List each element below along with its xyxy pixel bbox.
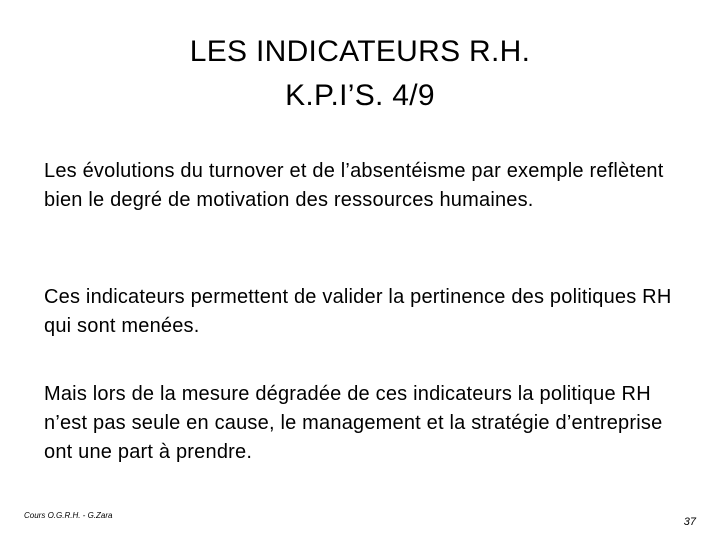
slide-title: [0, 30, 720, 118]
paragraph-turnover-absenteeism: Les évolutions du turnover et de l’absentéisme par exemple reflètent bien le degré de motivation des ressources humaines.: [44, 160, 664, 211]
slide-title-line-1: LES INDICATEURS R.H.: [189, 35, 531, 68]
slide-title-line-2: K.P.I’S. 4/9: [285, 79, 435, 112]
paragraph-validate-policies: Ces indicateurs permettent de valider la pertinence des politiques RH qui sont menées.: [44, 286, 672, 337]
paragraph-management-strategy: Mais lors de la mesure dégradée de ces indicateurs la politique RH n’est pas seule en cause, le management et la stratégie d’entreprise ont une part à prendre.: [44, 383, 663, 463]
footer-credit: Cours O.G.R.H. - G.Zara: [24, 511, 113, 520]
page-number: 37: [683, 516, 696, 528]
